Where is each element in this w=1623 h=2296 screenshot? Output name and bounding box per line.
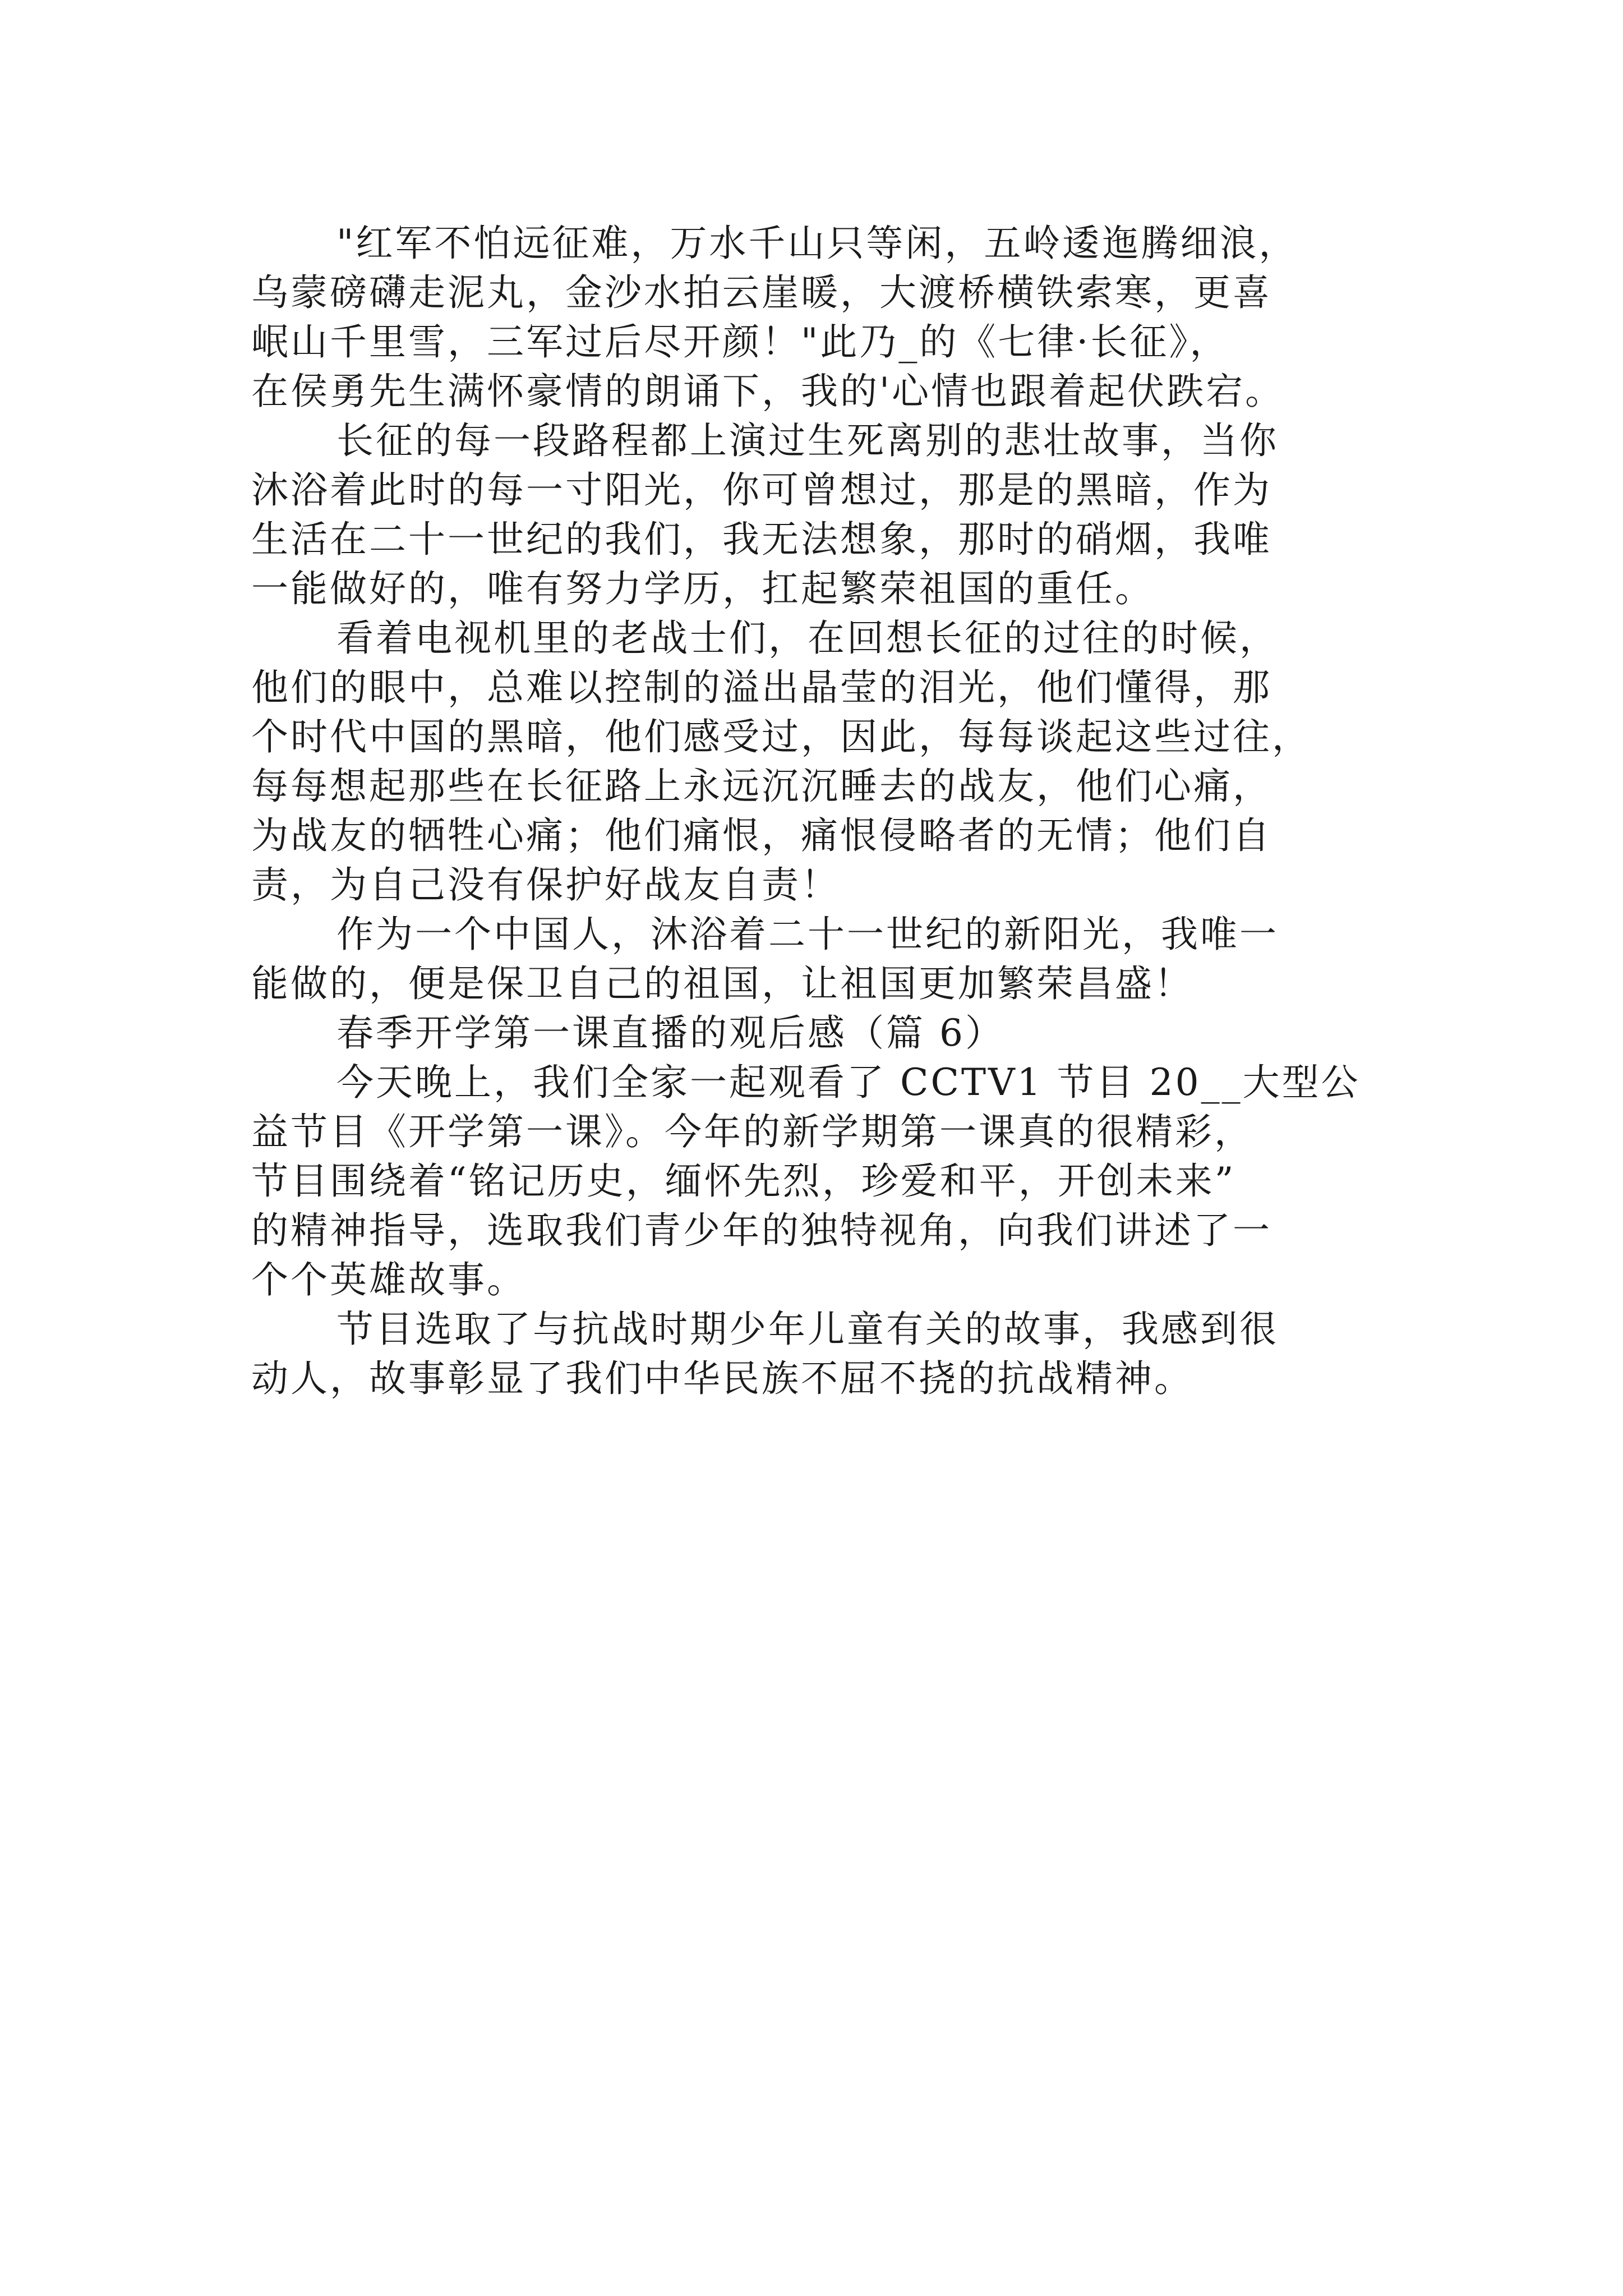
paragraph-line: 看着电视机里的老战士们，在回想长征的过往的时候，	[336, 616, 1279, 660]
section-heading: 春季开学第一课直播的观后感（篇 6）	[336, 1011, 1004, 1055]
paragraph-line: 乌蒙磅礴走泥丸，金沙水拍云崖暖，大渡桥横铁索寒，更喜	[251, 271, 1272, 314]
paragraph-line: 动人，故事彰显了我们中华民族不屈不挠的抗战精神。	[251, 1357, 1193, 1400]
paragraph-line: 岷山千里雪，三军过后尽开颜！"此乃_的《七律·长征》，	[251, 320, 1229, 364]
paragraph-line: 的精神指导，选取我们青少年的独特视角，向我们讲述了一	[251, 1209, 1272, 1252]
paragraph-line: 节目围绕着“铭记历史，缅怀先烈，珍爱和平，开创未来”	[251, 1159, 1236, 1203]
paragraph-line: "红军不怕远征难，万水千山只等闲，五岭逶迤腾细浪，	[336, 222, 1298, 265]
paragraph-line: 在侯勇先生满怀豪情的朗诵下，我的'心情也跟着起伏跌宕。	[251, 370, 1285, 413]
paragraph-line: 一能做好的，唯有努力学历，扛起繁荣祖国的重任。	[251, 567, 1154, 610]
paragraph-line: 每每想起那些在长征路上永远沉沉睡去的战友，他们心痛，	[251, 765, 1272, 808]
paragraph-line: 他们的眼中，总难以控制的溢出晶莹的泪光，他们懂得，那	[251, 666, 1272, 709]
paragraph-line: 个时代中国的黑暗，他们感受过，因此，每每谈起这些过往，	[251, 715, 1311, 758]
paragraph-line: 作为一个中国人，沐浴着二十一世纪的新阳光，我唯一	[336, 913, 1279, 956]
paragraph-line: 个个英雄故事。	[251, 1258, 526, 1301]
paragraph-line: 今天晚上，我们全家一起观看了 CCTV1 节目 20__大型公	[336, 1061, 1361, 1104]
paragraph-line: 益节目《开学第一课》。今年的新学期第一课真的很精彩，	[251, 1110, 1253, 1153]
paragraph-line: 节目选取了与抗战时期少年儿童有关的故事，我感到很	[336, 1308, 1279, 1351]
paragraph-line: 责，为自己没有保护好战友自责！	[251, 863, 840, 907]
paragraph-line: 能做的，便是保卫自己的祖国，让祖国更加繁荣昌盛！	[251, 962, 1193, 1005]
paragraph-line: 为战友的牺牲心痛；他们痛恨，痛恨侵略者的无情；他们自	[251, 814, 1272, 857]
paragraph-line: 沐浴着此时的每一寸阳光，你可曾想过，那是的黑暗，作为	[251, 468, 1272, 512]
paragraph-line: 长征的每一段路程都上演过生死离别的悲壮故事，当你	[336, 419, 1279, 462]
paragraph-line: 生活在二十一世纪的我们，我无法想象，那时的硝烟，我唯	[251, 518, 1272, 561]
